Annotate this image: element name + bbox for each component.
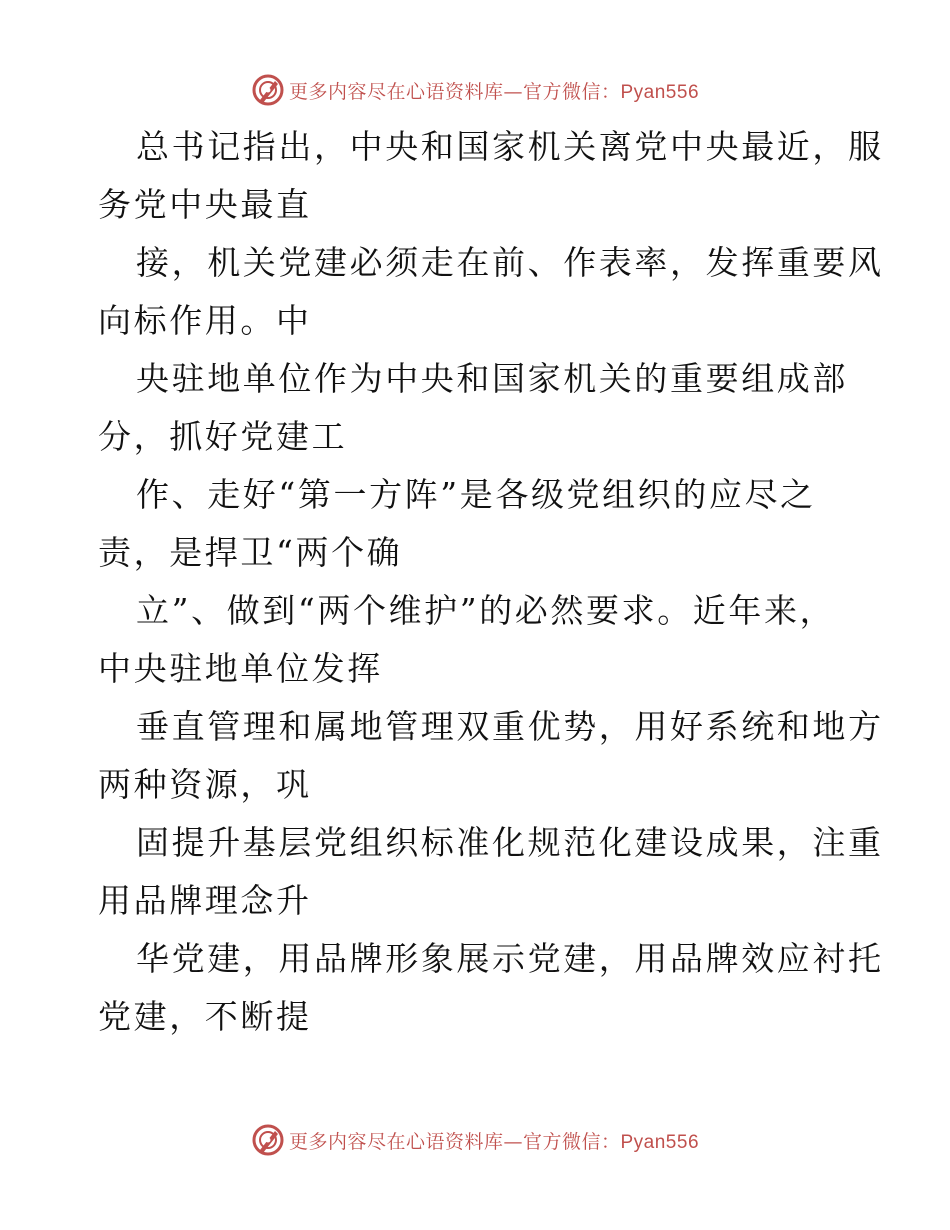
header-site-text: 更多内容尽在心语资料库 <box>288 80 504 103</box>
header-watermark <box>0 70 950 110</box>
paragraph <box>98 466 858 582</box>
footer-text <box>289 1127 699 1154</box>
paragraph <box>98 930 884 1046</box>
header-wechat-id: Pyan556 <box>620 81 700 103</box>
paragraph-line: 央驻地单位作为中央和国家机关的重要组成部 <box>136 359 848 398</box>
paragraph-line: 中央驻地单位发挥 <box>98 649 383 688</box>
paragraph-line: 分，抓好党建工 <box>98 417 348 456</box>
paragraph-line: 总书记指出，中央和国家机关离党中央最近，服 <box>136 127 884 166</box>
footer-watermark <box>0 1120 950 1160</box>
paragraph-line: 向标作用。中 <box>98 301 312 340</box>
paragraph-line: 两种资源，巩 <box>98 765 312 804</box>
paragraph <box>98 234 884 350</box>
footer-dash: — <box>503 1130 523 1153</box>
header-wechat-label: 官方微信： <box>522 80 621 103</box>
header-dash: — <box>503 80 523 103</box>
paragraph-line: 接，机关党建必须走在前、作表率，发挥重要风 <box>136 243 884 282</box>
paragraph <box>98 118 884 234</box>
pen-circle-logo-icon <box>251 1123 285 1157</box>
paragraph-line: 党建，不断提 <box>98 997 312 1036</box>
paragraph <box>98 698 884 814</box>
paragraph-line: 责，是捍卫“两个确 <box>98 533 403 572</box>
footer-wechat-label: 官方微信： <box>522 1130 621 1153</box>
paragraph-line: 立”、做到“两个维护”的必然要求。近年来， <box>136 591 836 630</box>
document-body <box>98 118 884 1046</box>
footer-site-text: 更多内容尽在心语资料库 <box>288 1130 504 1153</box>
paragraph <box>98 814 884 930</box>
paragraph-line: 用品牌理念升 <box>98 881 312 920</box>
paragraph <box>98 582 858 698</box>
paragraph <box>98 350 858 466</box>
paragraph-line: 作、走好“第一方阵”是各级党组织的应尽之 <box>136 475 816 514</box>
pen-circle-logo-icon <box>251 73 285 107</box>
paragraph-line: 固提升基层党组织标准化规范化建设成果，注重 <box>136 823 884 862</box>
footer-wechat-id: Pyan556 <box>620 1131 700 1153</box>
paragraph-line: 华党建，用品牌形象展示党建，用品牌效应衬托 <box>136 939 884 978</box>
header-text <box>289 77 699 104</box>
paragraph-line: 务党中央最直 <box>98 185 312 224</box>
paragraph-line: 垂直管理和属地管理双重优势，用好系统和地方 <box>136 707 884 746</box>
